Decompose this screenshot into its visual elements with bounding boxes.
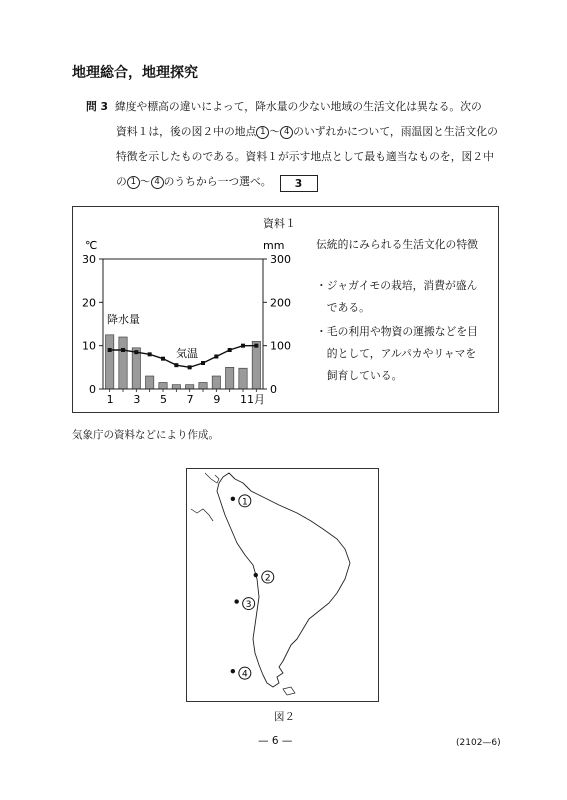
question-line: のうちから一つ選べ。 <box>163 175 272 188</box>
question-line: 緯度や標高の違いによって，降水量の少ない地域の生活文化は異なる。次の <box>114 100 482 113</box>
temp-point <box>254 344 258 348</box>
temp-point <box>228 348 232 352</box>
precip-series-label: 降水量 <box>107 313 140 326</box>
map-point-dot <box>231 669 235 673</box>
culture-bullets <box>316 275 478 387</box>
question-line: の <box>116 175 127 188</box>
source-note: 気象庁の資料などにより作成。 <box>72 429 219 441</box>
temp-point <box>214 355 218 359</box>
precip-bar <box>212 376 220 389</box>
coastline-detail <box>205 473 219 483</box>
temp-point <box>174 363 178 367</box>
figure-caption: 図２ <box>274 711 295 723</box>
map-point-label: 4 <box>241 669 248 680</box>
x-tick-label: 11月 <box>240 393 265 406</box>
temp-point <box>148 352 152 356</box>
bullet-item <box>316 321 478 387</box>
x-tick-label: 1 <box>106 393 114 406</box>
left-tick-label: 20 <box>82 296 96 310</box>
page-number: — 6 — <box>258 735 293 747</box>
continent-outline <box>217 473 350 687</box>
south-america-map <box>186 468 379 702</box>
bullet-line: ・毛の利用や物資の運搬などを目 <box>316 325 478 338</box>
circled-number: 4 <box>280 126 293 139</box>
right-tick-label: 300 <box>270 253 291 266</box>
question-line: ～ <box>139 175 151 188</box>
map-point-dot <box>234 599 238 603</box>
island <box>283 687 295 695</box>
question-line: 特徴を示したものである。資料１が示す地点として最も適当なものを，図２中 <box>116 150 494 163</box>
temp-point <box>241 344 245 348</box>
temp-point <box>201 361 205 365</box>
right-tick-label: 100 <box>270 339 291 353</box>
circled-number: 4 <box>151 176 164 189</box>
question-text <box>86 94 516 194</box>
precip-bar <box>252 341 260 389</box>
precip-bar <box>146 376 154 389</box>
bullet-line: 飼育している。 <box>316 369 403 382</box>
bullet-line: である。 <box>316 301 370 314</box>
circled-number: 1 <box>256 126 269 139</box>
map-point-dot <box>254 573 258 577</box>
temp-point <box>188 365 192 369</box>
material-box <box>72 206 499 413</box>
temp-series-label: 気温 <box>176 347 198 360</box>
x-tick-label: 5 <box>160 393 167 406</box>
right-axis-unit: mm <box>263 239 285 252</box>
bullet-line: 的として，アルパカやリャマを <box>316 347 477 360</box>
precip-bar <box>106 335 114 389</box>
question-label: 問 3 <box>86 100 109 113</box>
map-point-label: 2 <box>264 573 271 584</box>
left-axis-unit: ℃ <box>85 239 98 252</box>
precip-bar <box>199 383 207 390</box>
left-tick-label: 0 <box>89 383 96 396</box>
answer-box[interactable]: 3 <box>280 175 318 192</box>
coastline-detail <box>191 509 213 521</box>
question-line: ～ <box>269 125 281 138</box>
left-tick-label: 10 <box>82 339 96 353</box>
left-tick-label: 30 <box>82 253 96 266</box>
x-tick-label: 7 <box>186 393 194 406</box>
precip-bar <box>186 385 194 389</box>
precip-bar <box>172 385 180 389</box>
x-tick-label: 3 <box>133 393 141 406</box>
bullet-item <box>316 275 478 319</box>
temp-point <box>121 348 125 352</box>
precip-bar <box>239 368 247 389</box>
precip-bar <box>159 383 167 390</box>
right-tick-label: 0 <box>270 383 277 396</box>
precip-bar <box>119 337 127 389</box>
section-heading: 地理総合，地理探究 <box>72 65 198 81</box>
question-line: 資料１は，後の図２中の地点 <box>116 125 257 138</box>
map-point-dot <box>231 497 235 501</box>
temp-point <box>161 357 165 361</box>
right-tick-label: 200 <box>270 296 291 310</box>
material-title: 資料１ <box>263 217 296 230</box>
climate-chart <box>73 207 313 412</box>
culture-title: 伝統的にみられる生活文化の特徴 <box>316 238 478 251</box>
map-point-label: 1 <box>241 497 248 508</box>
map-point-label: 3 <box>245 600 252 611</box>
bullet-line: ・ジャガイモの栽培，消費が盛ん <box>316 279 478 292</box>
map-svg <box>187 469 378 701</box>
precip-bar <box>226 367 234 389</box>
temp-point <box>108 348 112 352</box>
page-code: (2102—6) <box>456 738 501 748</box>
circled-number: 1 <box>127 176 140 189</box>
x-tick-label: 9 <box>213 393 221 406</box>
question-line: のいずれかについて，雨温図と生活文化の <box>293 125 498 138</box>
temp-point <box>134 350 138 354</box>
